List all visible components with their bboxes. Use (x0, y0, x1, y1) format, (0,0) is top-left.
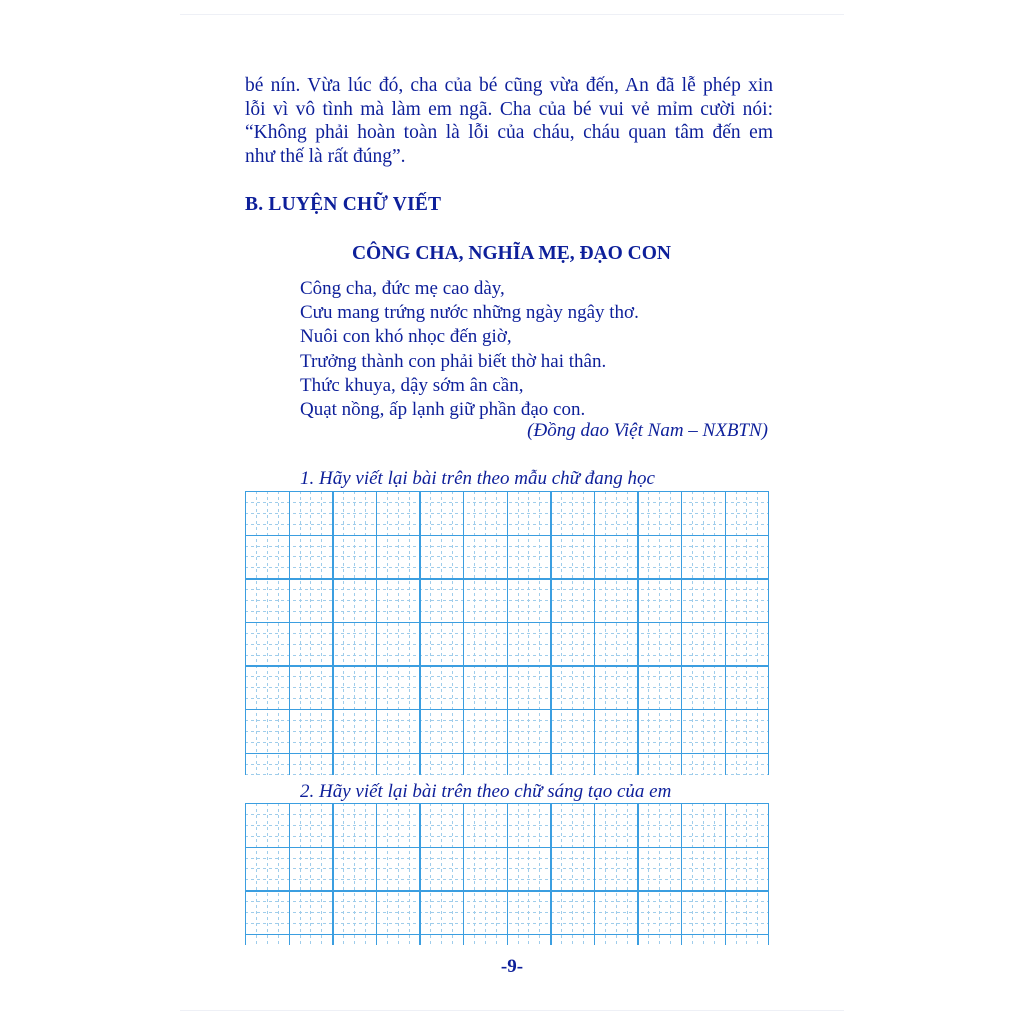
poem-line: Trưởng thành con phải biết thờ hai thân. (300, 350, 607, 372)
grid-major-line (594, 491, 595, 775)
grid-major-line (768, 803, 769, 945)
poem-line: Quạt nồng, ấp lạnh giữ phần đạo con. (300, 399, 586, 421)
grid-major-line (245, 535, 769, 536)
page-top-edge (180, 14, 844, 15)
grid-major-line (463, 491, 464, 775)
grid-major-line (637, 803, 638, 945)
grid-major-line (768, 491, 769, 775)
grid-major-line (507, 803, 508, 945)
exercise-2-instruction: 2. Hãy viết lại bài trên theo chữ sáng tạo của em (300, 781, 672, 802)
poem-line: Cưu mang trứng nước những ngày ngây thơ. (300, 302, 639, 324)
grid-major-line (376, 491, 377, 775)
exercise-2-writing-grid[interactable] (245, 803, 769, 945)
grid-major-line (245, 622, 769, 623)
grid-major-line (637, 491, 638, 775)
grid-major-line (332, 803, 333, 945)
story-line: như thế là rất đúng”. (245, 145, 406, 167)
grid-major-line (463, 803, 464, 945)
grid-major-line (419, 803, 420, 945)
poem-line: Nuôi con khó nhọc đến giờ, (300, 326, 512, 348)
story-paragraph (245, 74, 773, 168)
grid-major-line (507, 491, 508, 775)
grid-major-line (245, 491, 769, 492)
grid-major-line (245, 890, 769, 891)
poem-source: (Đồng dao Việt Nam – NXBTN) (527, 420, 768, 441)
grid-major-line (725, 491, 726, 775)
exercise-1-writing-grid[interactable] (245, 491, 769, 775)
story-line: bé nín. Vừa lúc đó, cha của bé cũng vừa đến, An đã lễ phép xin (245, 75, 773, 96)
grid-major-line (245, 491, 246, 775)
section-heading: B. LUYỆN CHỮ VIẾT (245, 194, 442, 215)
page-bottom-edge (180, 1010, 844, 1011)
poem-line: Công cha, đức mẹ cao dày, (300, 278, 505, 299)
grid-major-line (245, 847, 769, 848)
story-line: lỗi vì vô tình mà làm em ngã. Cha của bé vui vẻ mỉm cười nói: (245, 98, 773, 120)
grid-major-line (245, 709, 769, 710)
poem-line: Thức khuya, dậy sớm ân cần, (300, 374, 524, 396)
grid-major-line (725, 803, 726, 945)
poem-title: CÔNG CHA, NGHĨA MẸ, ĐẠO CON (351, 243, 672, 264)
grid-major-line (681, 803, 682, 945)
story-line: “Không phải hoàn toàn là lỗi của cháu, cháu quan tâm đến em (245, 122, 773, 143)
grid-major-line (289, 803, 290, 945)
poem-verses (300, 277, 639, 422)
grid-major-line (289, 491, 290, 775)
grid-major-line (245, 753, 769, 754)
grid-major-line (550, 491, 551, 775)
grid-major-line (245, 803, 769, 804)
grid-major-line (245, 934, 769, 935)
grid-major-line (245, 803, 246, 945)
grid-major-line (681, 491, 682, 775)
page-number: -9- (500, 956, 524, 977)
grid-major-line (419, 491, 420, 775)
grid-major-line (245, 578, 769, 579)
grid-major-line (594, 803, 595, 945)
exercise-1-instruction: 1. Hãy viết lại bài trên theo mẫu chữ đang học (300, 468, 655, 489)
grid-major-line (376, 803, 377, 945)
grid-major-line (245, 665, 769, 666)
grid-major-line (332, 491, 333, 775)
grid-major-line (550, 803, 551, 945)
